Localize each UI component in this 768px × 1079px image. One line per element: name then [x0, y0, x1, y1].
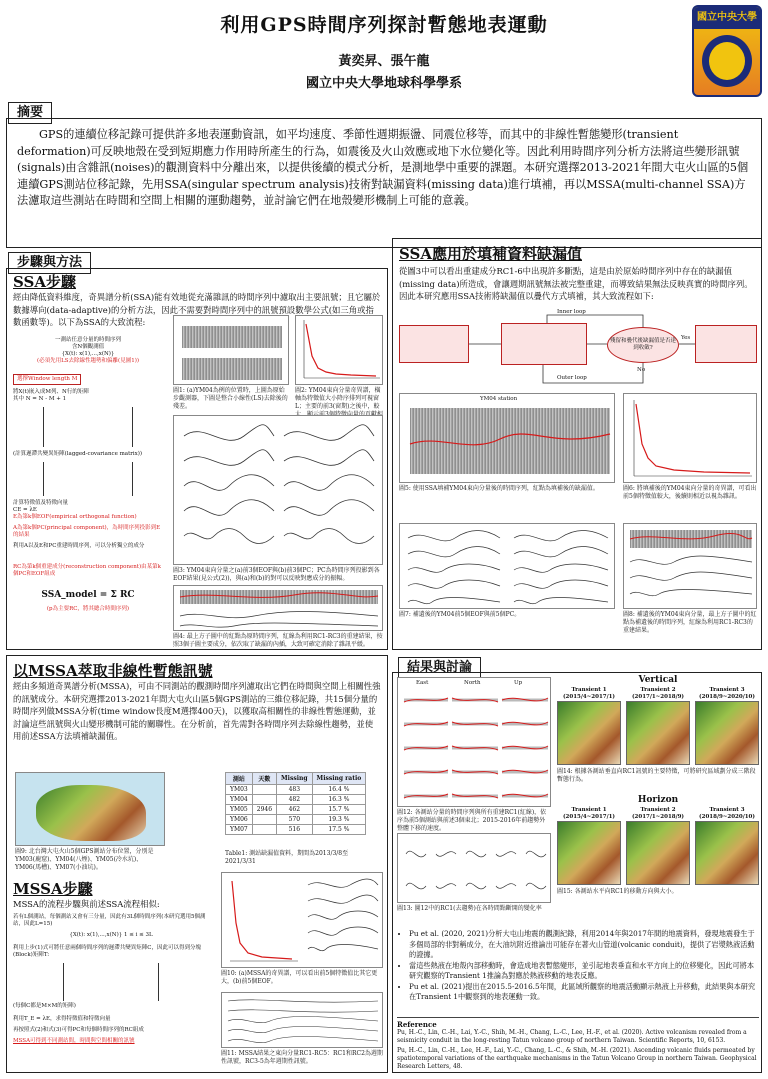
fig10-mssa-spectrum — [221, 872, 383, 968]
methods-label: 步驟與方法 — [8, 252, 91, 274]
fig13-rate — [397, 833, 551, 903]
table-cell: YM03 — [226, 785, 253, 795]
table-cell: YM05 — [226, 805, 253, 815]
mssa-title: 以MSSA萃取非線性暫態訊號 — [13, 662, 213, 680]
fig10-caption: 圖10: (a)MSSA的奇異譜，可以看出前5個特徵值比其它更大，(b)前5個EOF。 — [221, 970, 378, 985]
logo-text: 國立中央大學 — [694, 7, 760, 29]
results-bullets — [399, 929, 757, 1003]
ssa-title: SSA步驟 — [13, 273, 76, 291]
reference-item: Pu, H.-C., Lin, C.-H., Lai, Y.-C., Shih, M.-H., Chang, L.-C., Lee, H.-F., et al. (2020). Active volcanism revealed from a seismicity conduit in the long-resting Tatun volcano group of northern Taiwan. Scientific Reports, 10, 6153. — [397, 1029, 747, 1044]
ssa-panel — [6, 268, 388, 650]
mssa-steps-text: MSSA的流程步驟與前述SSA流程相似: — [13, 899, 160, 909]
fig9-caption: 圖9: 北台灣大屯火山5個GPS測站分布位置，分別是YM03(鹿窟)、YM04(八煙)、YM05(冷水坑)、YM06(馬槽)、YM07(小油坑)。 — [15, 848, 154, 871]
fig9-station-map — [15, 772, 165, 846]
fig5-caption: 圖5: 使用SSA填補YM04東向分量後的時間序列，紅點為填補後的缺漏值。 — [399, 485, 599, 492]
references — [397, 1017, 759, 1071]
flow-step-5: 選擇Window length M — [13, 374, 81, 385]
table-cell: 570 — [277, 815, 313, 825]
reference-item: Pu, H.-C., Lin, C.-H., Lee, H.-F., Lai, Y.-C., Chang, L.-C., & Shih, M.-H. (2021). Ascending volcanic fluids permeated by spatiotemporal variations of the earthquake mechanisms in the Tatun Volcano Group in northern Taiwan. Geophysical Research Letters, 48. — [397, 1047, 757, 1070]
fig7-eof-pc — [399, 523, 615, 609]
fig4-caption: 圖4: 最上方子圖中的紅點為原時間序列，紅線為利用RC1-RC3的重建結果，按照3個子圖主要成分，依次取了缺漏的內插，大致可確定消除了雜訊平緩。 — [173, 633, 383, 648]
flow-step-4: (必須先用LS去除線性趨勢和偏離(見圖1)) — [36, 358, 139, 364]
fig2-spectrum-plot — [296, 316, 383, 385]
fig7-caption: 圖7: 補遺後的YM04前5個EOF與前5個PC。 — [399, 611, 521, 618]
flow-step-9: 計算特徵值及特徵向量 — [13, 500, 69, 506]
block-matrix-T — [63, 963, 159, 1001]
matrix-C — [43, 462, 133, 496]
gapfill-flowchart — [397, 307, 759, 389]
fig1-timeseries — [173, 315, 289, 385]
fig6-plot — [624, 394, 757, 483]
table-caption: Table1: 測站缺漏值資料，期間為2013/3/8至2021/3/31 — [225, 850, 349, 865]
abstract-label: 摘要 — [8, 102, 52, 124]
table-cell: YM06 — [226, 815, 253, 825]
fig3-caption: 圖3: YM04東向分量之(a)前3個EOF與(b)前3個PC；PC為時間序列投影到各EOF結果(見公式(2))，與(a)和(b)的對可以反映對應成分的振幅。 — [173, 567, 380, 582]
fig13-caption: 圖13: 圖12中的RC1(去趨勢)在各時間點斷開的變化率 — [397, 905, 542, 912]
table-cell: YM07 — [226, 825, 253, 835]
table-cell — [252, 785, 276, 795]
fig4-reconstruction — [173, 585, 383, 631]
results-panel — [392, 672, 762, 1073]
table-row — [226, 815, 366, 825]
flow-arrows — [397, 307, 759, 389]
vertical-title: Vertical — [638, 675, 678, 685]
bullet-item: • 當這些熱液在地殼內部移動時，會造成地表暫態變形，並引起地表垂直和水平方向上的位移變化，因此可將本研究觀察的Transient 1推論為對應於熱液移動的地表反應。 — [409, 961, 757, 982]
fig13-plot — [398, 834, 551, 903]
fig15-caption: 圖15: 各測站水平向RC1的移動方向與大小。 — [557, 888, 678, 895]
ssa-flowchart — [13, 327, 163, 647]
flow-check-label: 殘留和疊代後缺漏值是否達到收斂? — [609, 338, 676, 351]
flow-step-13: 利用A以及E和PC重建時間序列，可以分析獨立的成分 — [13, 543, 145, 549]
mssa-step: MSSA可得到不同測站間，時間與空間相關的訊號 — [13, 1038, 135, 1044]
fig11-plot — [222, 993, 383, 1048]
table-cell: 16.4 % — [312, 785, 366, 795]
fig6-spectrum — [623, 393, 757, 483]
vertical-map-3 — [695, 701, 759, 765]
fig14-caption: 圖14: 根據各測站垂直向RC1訊號的主要特徵，可將研究區域劃分成三階段暫態行為。 — [557, 768, 756, 783]
mssa-step: 再按照式(2)和式(3)可得PC和每個時間序列的RC組成 — [13, 1027, 144, 1033]
authors: 黃奕昇、張午龍 — [338, 54, 430, 69]
vertical-transient-1 — [557, 687, 621, 765]
col-label-north: North — [464, 680, 481, 686]
mssa-panel — [6, 655, 388, 1073]
mssa-steps-list — [13, 914, 209, 1045]
table-header: 測站 — [226, 773, 253, 785]
abstract-box — [6, 118, 762, 248]
table-cell: 2946 — [252, 805, 276, 815]
table-row — [226, 795, 366, 805]
table-cell — [252, 795, 276, 805]
table-cell — [252, 825, 276, 835]
fig1-caption: 圖1: (a)YM04為例的位置時，上圖為原始步觀測器，下圖是整合小線性(LS)去除後的殘差。 — [173, 387, 288, 410]
vertical-transient-3 — [695, 687, 759, 765]
flow-step-2: 含N個觀測值 — [71, 344, 105, 350]
mssa-step: (每個C都是M×M的矩陣) — [13, 1003, 76, 1009]
flow-no: No — [637, 367, 646, 373]
flow-step-11: E為第k個EOF(empirical orthogonal function) — [13, 514, 137, 520]
poster-title: 利用GPS時間序列探討暫態地表運動 — [220, 14, 548, 36]
horizon-transient-2 — [626, 807, 690, 885]
table-header: 天數 — [252, 773, 276, 785]
matrix-X — [43, 407, 133, 447]
flow-outer-loop: Outer loop — [557, 375, 587, 381]
ssa-text: 經由降低資料維度，奇異譜分析(SSA)能有效地從充滿雜訊的時間序列中濾取出主要訊號；且它屬於數據導向(data-adaptive)的分析方法，因此不需要對時間序列中的訊號預設數學公式(如三角或指數函數等)。以下為SSA的大致流程: — [13, 292, 381, 327]
fig5-plot — [400, 394, 615, 483]
vertical-map-2 — [626, 701, 690, 765]
affiliation: 國立中央大學地球科學學系 — [305, 76, 462, 91]
table-header: Missing ratio — [312, 773, 366, 785]
fig8-plot — [624, 524, 757, 609]
flow-step-15: SSA_model = Σ RC — [41, 590, 135, 600]
flow-step-7: 其中 N = N - M + 1 — [13, 396, 67, 402]
vertical-transient-2 — [626, 687, 690, 765]
fig3-eof-pc — [173, 415, 383, 565]
bullet-item: • Pu et al. (2021)提出在2015.5-2016.5年間，此區域所觀察的地震活動顯示熱液上升移動，此結果與本研究在Transient 1中觀察到的地表運動一致。 — [409, 982, 757, 1003]
logo-emblem-inner — [709, 42, 745, 80]
fig8-reconstruction — [623, 523, 757, 609]
fig11-caption: 圖11: MSSA結果之東向分量RC1-RC5：RC1和RC2為週期性訊號，RC3-5為年週期性訊號。 — [221, 1050, 383, 1065]
horizon-title: Horizon — [637, 795, 679, 805]
mssa-text: 經由多頻道奇異譜分析(MSSA)，可由不同測站的觀測時間序列濾取出它們在時間與空間上相關性強的訊號成分。本研究選擇2013-2021年間大屯火山區5個GPS測站的三維位移記錄，共15個分量的時間序列做MSSA分析(time window長度M選擇400天)，以獲取高相關性的非線性暫態運動，並討論這些訊號與火山變形機制可能的關聯性。在分析前，首先需對各時間序列去除線性趨勢，並使用前述SSA方法填補缺漏值。 — [13, 681, 381, 741]
fig4-plot — [174, 586, 383, 631]
table-header-row — [226, 773, 366, 785]
flow-step-8: (計算遲滯共變異矩陣(lagged-covariance matrix)) — [13, 451, 143, 457]
flow-step-3: {X(t): x(1),...,x(N)} — [61, 351, 115, 357]
flow-step-10: CE = λE — [13, 507, 37, 513]
vertical-transient-1-label: Transient 1 (2015/4~2017/1) — [562, 687, 616, 700]
fig12-plot — [398, 678, 551, 807]
table-header: Missing — [277, 773, 313, 785]
flow-step-16: (p為主要RC，將其總合時間序列) — [46, 606, 130, 612]
horizon-transient-1-label: Transient 1 (2015/4~2017/1) — [562, 807, 616, 820]
vertical-maps — [557, 675, 759, 784]
horizon-map-3 — [695, 821, 759, 885]
fig8-caption: 圖8: 補遺後的YM04東向分量，最上方子圖中的紅點為補遺後的時間序列，紅線為利用RC1-RC3的重建結果。 — [623, 611, 757, 634]
table-row — [226, 785, 366, 795]
fig7-plot — [400, 524, 615, 609]
gapfill-text: 從圖3中可以看出重建成分RC1-6中出現許多斷點，這是由於原始時間序列中存在的缺漏值(missing data)所造成，會讓週期訊號無法被完整重建，而導致結果無法反映真實的時間序列。因此本研究應用SSA技術將缺漏值以疊代方式填補，其大致流程如下: — [399, 266, 753, 301]
table-row — [226, 825, 366, 835]
table-cell: YM04 — [226, 795, 253, 805]
vertical-transient-2-label: Transient 2 (2017/1~2018/9) — [631, 687, 685, 700]
flow-step-6: 將X(t)嵌入成M列、N行的矩陣 — [13, 389, 89, 395]
flow-step-12: A為第k個PC(principal component)，為時間序列投影到E的結果 — [13, 525, 161, 538]
fig11-mssa-rc — [221, 992, 383, 1048]
table-cell: 483 — [277, 785, 313, 795]
flow-step-14: RC為第k個重建成分(reconstruction component)由某第k個PC和EOF組成 — [13, 564, 161, 577]
fig12-rc1-series — [397, 677, 551, 807]
horizon-transient-2-label: Transient 2 (2017/1~2018/9) — [631, 807, 685, 820]
abstract-text: GPS的連續位移記錄可提供許多地表運動資訊，如平均速度、季節性週期振盪、同震位移等，而其中的非線性暫態變形(transient deformation)可反映地殼在受到短期應力作用時所產生的行為，如震後及火山效應或地下水位變化等。因此利用時間序列分析方法將這些變形訊號(signals)由含雜訊(noises)的觀測資料中分離出來，以提供後續的模式分析，是測地學中重要的課題。本研究選擇2013-2021年間大屯火山區的5個連續GPS測站位移記錄，先用SSA(singular spectrum analysis)技術對缺漏資料(missing data)進行填補，再以MSSA(multi-channel SSA)方法濾取這些測站在時間和空間上相關的運動趨勢，並討論它們在地殼變形機制上可能的意義。 — [17, 128, 749, 208]
bullet-item: • Pu et al. (2020, 2021)分析大屯山地震的觀測紀錄，利用2014年與2017年間的地震資料，發現地震發生于多個局部的非對稱成分，在大油坑附近推論出可能存在著火山管道(volcanic conduit)，提供了岩漿熱液活動的證據。 — [409, 929, 757, 961]
results-label: 結果與討論 — [398, 657, 481, 679]
gapfill-title: SSA應用於填補資料缺漏值 — [399, 245, 582, 263]
table-cell: 462 — [277, 805, 313, 815]
vertical-transient-3-label: Transient 3 (2018/9~2020/10) — [699, 687, 755, 700]
fig5-filled-series — [399, 393, 615, 483]
table-cell: 17.5 % — [312, 825, 366, 835]
references-label: Reference — [397, 1020, 437, 1029]
mssa-step: 若有L個測站，每個測站又會有三分量，因此有3L個時間序列(本研究選用5個測站，因此L=15) — [13, 914, 206, 927]
mssa-step: 利用上步(1)式可將任意兩個時間序列的遲滯共變異矩陣C，因此可以得到分塊(Block)矩陣T: — [13, 945, 202, 958]
table-cell: 516 — [277, 825, 313, 835]
table-cell: 16.3 % — [312, 795, 366, 805]
university-logo — [692, 5, 762, 97]
fig5-station: YM04 station — [480, 396, 518, 402]
flow-step-1: 一測站任意分量的時間序列 — [54, 337, 121, 343]
fig2-spectrum — [295, 315, 383, 385]
gapfill-panel — [392, 238, 762, 650]
horizon-map-1 — [557, 821, 621, 885]
mssa-steps-title: MSSA步驟 — [13, 880, 93, 898]
col-label-up: Up — [514, 680, 523, 686]
fig10-plot — [222, 873, 383, 968]
mssa-step: 利用T_E = λE，求得特徵值和特徵向量 — [13, 1016, 111, 1022]
table-cell: 482 — [277, 795, 313, 805]
horizon-maps — [557, 795, 759, 896]
fig12-caption: 圖12: 各測站分量的時間序列與所有重建RC1(紅線)，依序為前5個測站與前述3個東北；2015-2016年前趨勢外整體下移的速度。 — [397, 809, 547, 832]
col-label-east: East — [416, 680, 429, 686]
horizon-transient-1 — [557, 807, 621, 885]
flow-inner-loop: Inner loop — [557, 309, 586, 315]
table-cell — [252, 815, 276, 825]
mssa-step: {X(t): x(1),...,x(N)} 1 ≤ i ≤ 3L — [69, 932, 153, 938]
table-cell: 15.7 % — [312, 805, 366, 815]
flow-yes: Yes — [681, 335, 691, 341]
table-row — [226, 805, 366, 815]
fig2-caption: 圖2: YM04東向分量奇異譜，橫軸為特徵值大小降序排列可視窗L；主要的前3(窗期)之後中，較 — [295, 387, 381, 410]
fig6-caption: 圖6: 將填補後的YM04東向分量的奇異譜，可看出前5個特徵值較大，後續則相近以視為雜訊。 — [623, 485, 757, 500]
horizon-transient-3 — [695, 807, 759, 885]
station-table — [225, 772, 366, 835]
vertical-map-1 — [557, 701, 621, 765]
table-cell: 19.3 % — [312, 815, 366, 825]
horizon-map-2 — [626, 821, 690, 885]
horizon-transient-3-label: Transient 3 (2018/9~2020/10) — [699, 807, 755, 820]
fig3-plot — [174, 416, 383, 565]
